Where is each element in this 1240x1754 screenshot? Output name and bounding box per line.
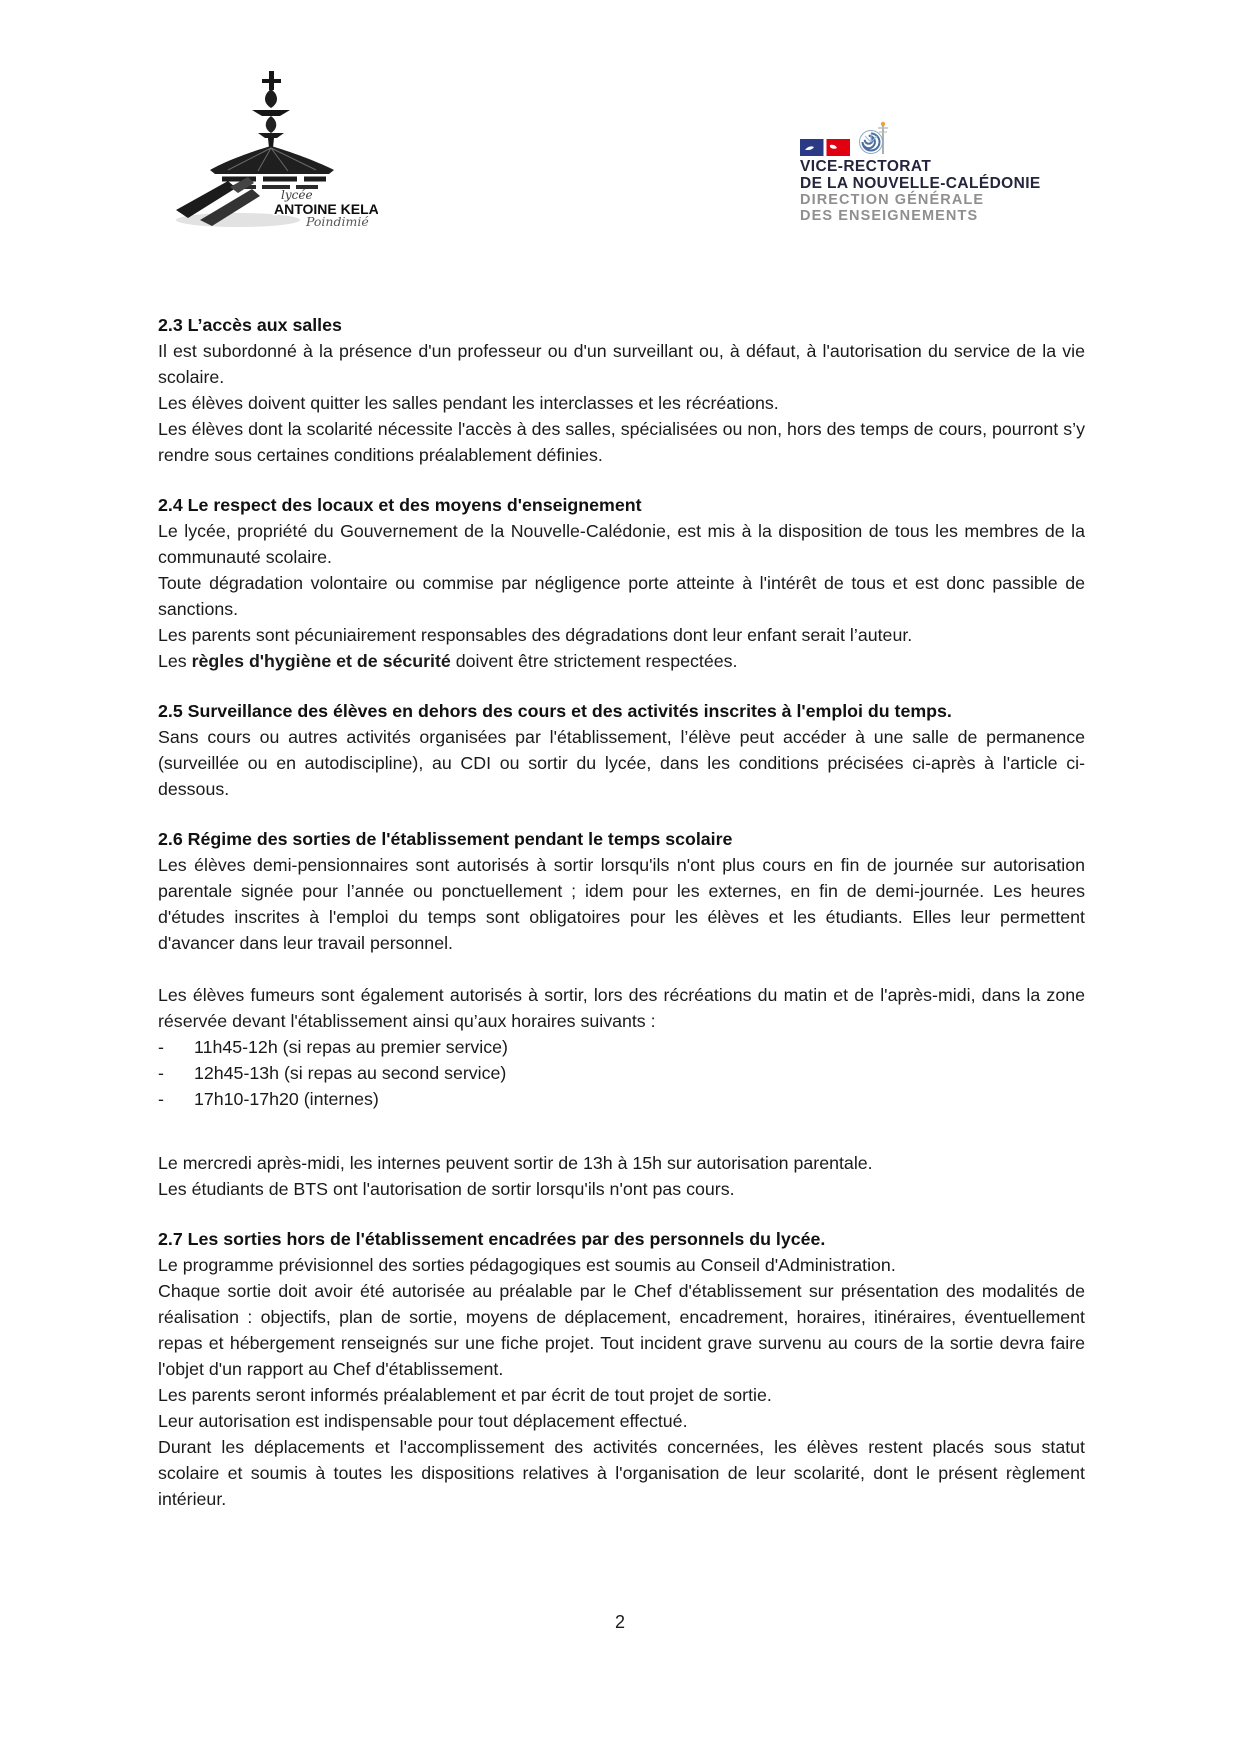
- ministry-subtitle-line1: DIRECTION GÉNÉRALE: [800, 192, 985, 208]
- section-2-7-heading: 2.7 Les sorties hors de l'établissement encadrées par des personnels du lycée.: [158, 1229, 826, 1249]
- paragraph: Les élèves doivent quitter les salles pendant les interclasses et les récréations.: [158, 393, 779, 413]
- paragraph: Le programme prévisionnel des sorties pédagogiques est soumis au Conseil d'Administration.: [158, 1255, 896, 1275]
- school-town-label: Poindimié: [306, 214, 369, 229]
- school-totem-icon: [168, 68, 378, 233]
- paragraph: Sans cours ou autres activités organisées par l'établissement, l’élève peut accéder à une salle de permanence (surveillée ou en autodiscipline), au CDI ou sortir du lycée, dans les conditions précisées ci-après à l'article ci-dessous.: [158, 727, 1085, 799]
- paragraph: Les parents sont pécuniairement responsables des dégradations dont leur enfant serait l’auteur.: [158, 625, 913, 645]
- text-run: Les: [158, 651, 192, 671]
- page-number: 2: [614, 1612, 625, 1632]
- school-type-label: lycée: [281, 188, 313, 202]
- list-item-text: 11h45-12h (si repas au premier service): [194, 1037, 508, 1057]
- section-2-5-heading: 2.5 Surveillance des élèves en dehors des cours et des activités inscrites à l'emploi du temps.: [158, 701, 952, 721]
- section-2-4: [158, 492, 1085, 674]
- ministry-block: [800, 118, 1090, 224]
- paragraph: Toute dégradation volontaire ou commise par négligence porte atteinte à l'intérêt de tous et est donc passible de sanctions.: [158, 573, 1085, 619]
- section-2-4-heading: 2.4 Le respect des locaux et des moyens d'enseignement: [158, 495, 642, 515]
- list-item-text: 17h10-17h20 (internes): [194, 1089, 379, 1109]
- paragraph: Le mercredi après-midi, les internes peuvent sortir de 13h à 15h sur autorisation parentale.: [158, 1153, 873, 1173]
- text-run-bold: règles d'hygiène et de sécurité: [191, 651, 451, 671]
- bullet-marker: -: [158, 1063, 164, 1083]
- paragraph: Les élèves dont la scolarité nécessite l'accès à des salles, spécialisées ou non, hors des temps de cours, pourront s’y rendre sous certaines conditions préalablement définies.: [158, 419, 1085, 465]
- document-content: [158, 312, 1085, 1536]
- french-flag-icon: [800, 139, 850, 156]
- list-item-text: 12h45-13h (si repas au second service): [194, 1063, 507, 1083]
- section-2-3: [158, 312, 1085, 468]
- list-item: [158, 1060, 1085, 1086]
- section-2-5: [158, 698, 1085, 802]
- section-2-6-heading: 2.6 Régime des sorties de l'établissement pendant le temps scolaire: [158, 829, 733, 849]
- ministry-title-line2: DE LA NOUVELLE-CALÉDONIE: [800, 174, 1041, 192]
- paragraph: Durant les déplacements et l'accomplissement des activités concernées, les élèves restent placés sous statut scolaire et soumis à toutes les dispositions relatives à l'organisation de leur scolarité, dont le présent règlement intérieur.: [158, 1437, 1085, 1509]
- paragraph: Leur autorisation est indispensable pour tout déplacement effectué.: [158, 1411, 688, 1431]
- paragraph: Les élèves fumeurs sont également autorisés à sortir, lors des récréations du matin et de l'après-midi, dans la zone réservée devant l'établissement ainsi qu’aux horaires suivants :: [158, 985, 1085, 1031]
- list-item: [158, 1034, 1085, 1060]
- bullet-marker: -: [158, 1037, 164, 1057]
- paragraph: Les étudiants de BTS ont l'autorisation de sortir lorsqu'ils n'ont pas cours.: [158, 1179, 735, 1199]
- section-2-7: [158, 1226, 1085, 1512]
- paragraph: Chaque sortie doit avoir été autorisée au préalable par le Chef d'établissement sur présentation des modalités de réalisation : objectifs, plan de sortie, moyens de déplacement, encadrement, horaires, itinéraires, éventuellement repas et hébergement renseignés sur une fiche projet. Tout incident grave survenu au cours de la sortie devra faire l'objet d'un rapport au Chef d'établissement.: [158, 1281, 1085, 1379]
- text-run: doivent être strictement respectées.: [450, 651, 738, 671]
- school-name-label: ANTOINE KELA: [274, 201, 378, 217]
- paragraph: Les parents seront informés préalablement et par écrit de tout projet de sortie.: [158, 1385, 772, 1405]
- paragraph: Les élèves demi-pensionnaires sont autorisés à sortir lorsqu'ils n'ont plus cours en fin de journée sur autorisation parentale signée pour l’année ou ponctuellement ; idem pour les externes, en fin de demi-journée. Les heures d'études inscrites à l'emploi du temps sont obligatoires pour les élèves et les étudiants. Elles leur permettent d'avancer dans leur travail personnel.: [158, 855, 1085, 953]
- school-logo: [168, 68, 378, 233]
- section-2-3-heading: 2.3 L’accès aux salles: [158, 315, 342, 335]
- section-2-6: [158, 826, 1085, 1202]
- bullet-marker: -: [158, 1089, 164, 1109]
- paragraph: Le lycée, propriété du Gouvernement de la Nouvelle-Calédonie, est mis à la disposition de tous les membres de la communauté scolaire.: [158, 521, 1085, 567]
- caledonia-emblem-icon: [857, 120, 893, 156]
- ministry-title-line1: VICE-RECTORAT: [800, 158, 932, 175]
- list-item: [158, 1086, 1085, 1112]
- gov-marks: [800, 118, 1090, 156]
- ministry-subtitle-line2: DES ENSEIGNEMENTS: [800, 208, 979, 224]
- paragraph: [158, 648, 1085, 674]
- paragraph: Il est subordonné à la présence d'un professeur ou d'un surveillant ou, à défaut, à l'autorisation du service de la vie scolaire.: [158, 341, 1085, 387]
